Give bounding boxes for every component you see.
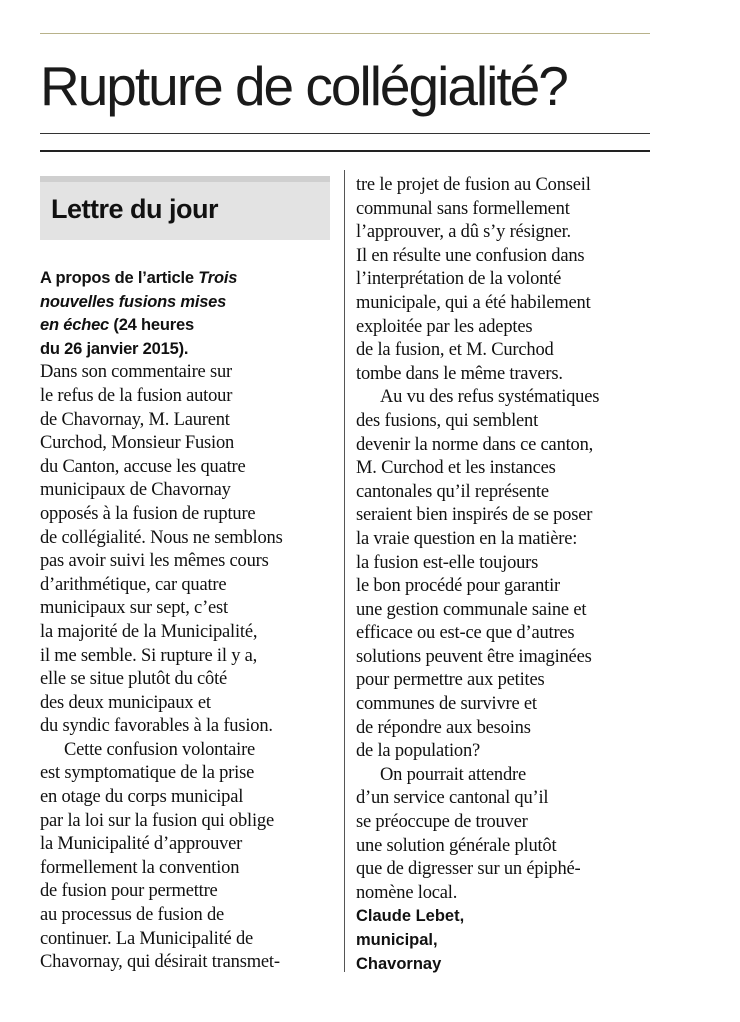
text-line: d’un service cantonal qu’il: [356, 788, 549, 809]
text-line: elle se situe plutôt du côté: [40, 669, 228, 690]
text-line: des fusions, qui semblent: [356, 410, 539, 431]
text-line: est symptomatique de la prise: [40, 763, 255, 784]
text-line: se préoccupe de trouver: [356, 812, 528, 833]
text-line: municipaux de Chavornay: [40, 480, 231, 501]
headline-rule-thick: [40, 150, 650, 152]
signature: [356, 905, 656, 976]
text-line: Chavornay, qui désirait transmet-: [40, 952, 280, 973]
text-line: le bon procédé pour garantir: [356, 576, 560, 597]
text-line: une gestion communale saine et: [356, 599, 587, 620]
text-line: l’interprétation de la volonté: [356, 269, 562, 290]
text-line: de la fusion, et M. Curchod: [356, 340, 554, 361]
text-line: de répondre aux besoins: [356, 717, 531, 738]
signature-place: Chavornay: [356, 954, 442, 973]
text-line: que de digresser sur un épiphé-: [356, 859, 581, 880]
text-line: pas avoir suivi les mêmes cours: [40, 551, 269, 572]
text-line: en otage du corps municipal: [40, 787, 244, 808]
text-line: devenir la norme dans ce canton,: [356, 434, 594, 455]
text-line: du Canton, accuse les quatre: [40, 456, 246, 477]
text-line: On pourrait attendre: [380, 764, 526, 785]
text-line: le refus de la fusion autour: [40, 385, 233, 406]
signature-role: municipal,: [356, 931, 438, 949]
text-line: seraient bien inspirés de se poser: [356, 505, 593, 526]
kicker-label: Lettre du jour: [51, 194, 218, 224]
text-line: la vraie question en la matière:: [356, 528, 578, 549]
text-line: une solution générale plutôt: [356, 835, 557, 856]
text-line: Curchod, Monsieur Fusion: [40, 433, 235, 454]
text-line: Au vu des refus systématiques: [380, 387, 600, 408]
top-rule: [40, 33, 650, 34]
text-line: M. Curchod et les instances: [356, 458, 556, 479]
text-line: l’approuver, a dû s’y résigner.: [356, 222, 571, 243]
text-line: d’arithmétique, car quatre: [40, 574, 227, 595]
text-line: de Chavornay, M. Laurent: [40, 409, 230, 430]
column-2: [356, 174, 656, 976]
headline: Rupture de collégialité?: [40, 55, 567, 117]
text-line: des deux municipaux et: [40, 692, 211, 713]
column-1: [40, 267, 340, 975]
text-line: Cette confusion volontaire: [64, 739, 256, 760]
text-line: communes de survivre et: [356, 694, 537, 715]
column-1-body: [40, 361, 340, 974]
text-line: de fusion pour permettre: [40, 881, 218, 902]
text-line: nomène local.: [356, 882, 458, 903]
column-divider: [344, 170, 345, 972]
text-line: Il en résulte une confusion dans: [356, 245, 585, 266]
text-line: tombe dans le même travers.: [356, 363, 563, 384]
text-line: Dans son commentaire sur: [40, 362, 232, 383]
text-line: par la loi sur la fusion qui oblige: [40, 810, 274, 831]
headline-rule-thin: [40, 133, 650, 134]
text-line: pour permettre aux petites: [356, 670, 545, 691]
section-kicker: [40, 176, 330, 240]
text-line: exploitée par les adeptes: [356, 316, 533, 337]
text-line: communal sans formellement: [356, 198, 570, 219]
text-line: opposés à la fusion de rupture: [40, 503, 256, 524]
text-line: cantonales qu’il représente: [356, 481, 549, 502]
text-line: de la population?: [356, 741, 481, 762]
text-line: de collégialité. Nous ne semblons: [40, 527, 283, 548]
text-line: tre le projet de fusion au Conseil: [356, 175, 591, 195]
text-line: efficace ou est-ce que d’autres: [356, 623, 575, 644]
text-line: la Municipalité d’approuver: [40, 834, 243, 855]
text-line: du syndic favorables à la fusion.: [40, 716, 273, 737]
text-line: la majorité de la Municipalité,: [40, 621, 258, 642]
signature-name: Claude Lebet,: [356, 907, 465, 926]
text-line: continuer. La Municipalité de: [40, 928, 254, 949]
article-reference: A propos de l’article Trois nouvelles fusions mises en échec (24 heures du 26 janvier 2015).: [40, 269, 238, 358]
text-line: la fusion est-elle toujours: [356, 552, 539, 573]
text-line: au processus de fusion de: [40, 905, 225, 926]
text-line: municipaux sur sept, c’est: [40, 598, 228, 619]
text-line: solutions peuvent être imaginées: [356, 646, 592, 667]
text-line: municipale, qui a été habilement: [356, 292, 591, 313]
text-line: formellement la convention: [40, 857, 240, 878]
text-line: il me semble. Si rupture il y a,: [40, 645, 258, 666]
